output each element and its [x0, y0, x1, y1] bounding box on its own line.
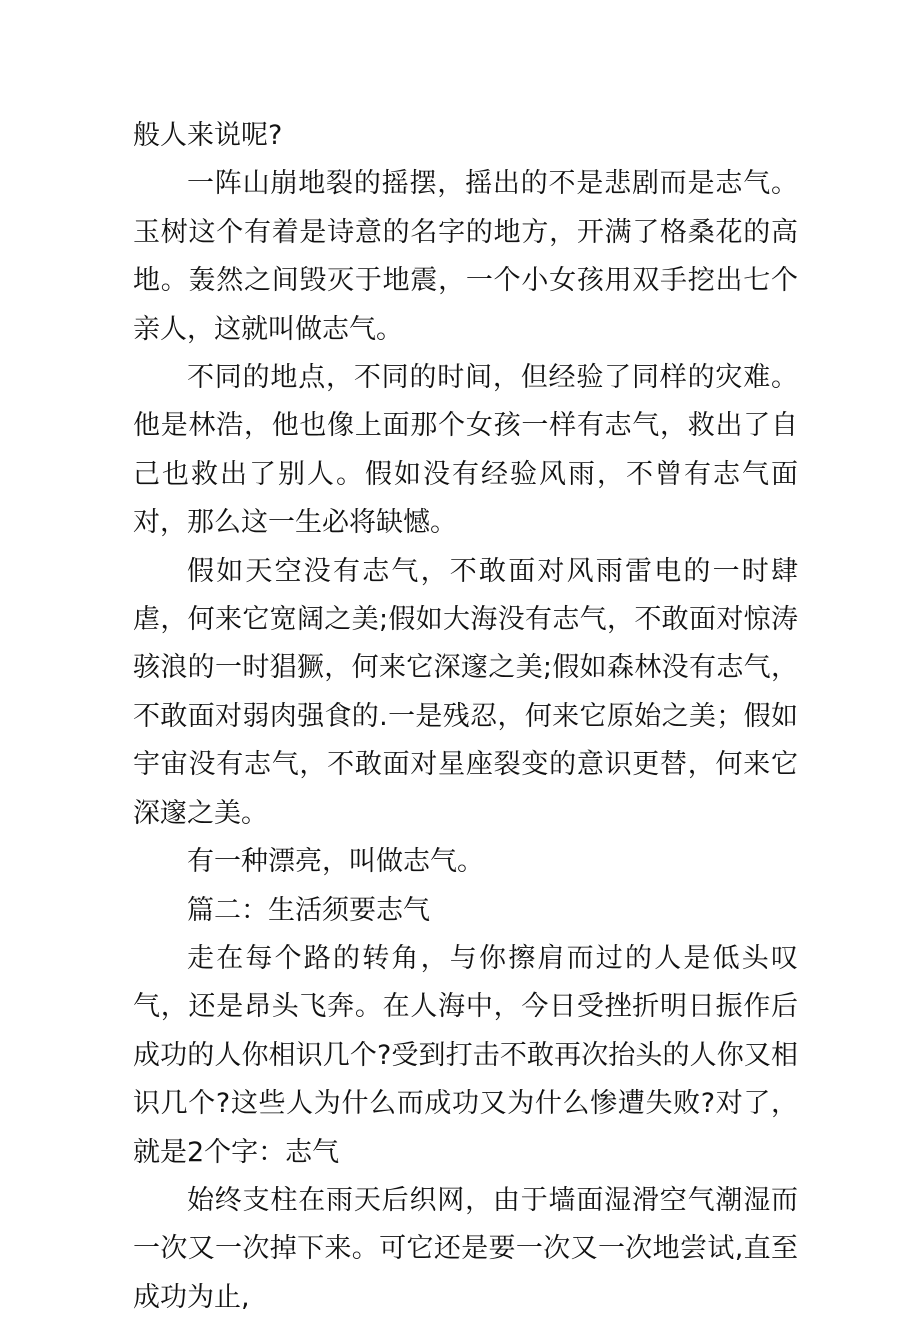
paragraph-2: 一阵山崩地裂的摇摆，摇出的不是悲剧而是志气。玉树这个有着是诗意的名字的地方，开满了格桑花的高地。轰然之间毁灭于地震，一个小女孩用双手挖出七个亲人，这就叫做志气。	[133, 168, 798, 345]
paragraph-7: 始终支柱在雨天后织网，由于墙面湿滑空气潮湿而一次又一次掉下来。可它还是要一次又一次地尝试,直至成功为止,	[133, 1184, 798, 1313]
section-heading: 篇二：生活须要志气	[187, 894, 430, 926]
document-body	[133, 112, 798, 1322]
paragraph-1: 般人来说呢?	[133, 120, 283, 151]
paragraph-3: 不同的地点，不同的时间，但经验了同样的灾难。他是林浩，他也像上面那个女孩一样有志气，救出了自己也救出了别人。假如没有经验风雨，不曾有志气面对，那么这一生必将缺憾。	[133, 362, 798, 539]
paragraph-5: 有一种漂亮，叫做志气。	[187, 846, 484, 878]
paragraph-6: 走在每个路的转角，与你擦肩而过的人是低头叹气，还是昂头飞奔。在人海中，今日受挫折明日振作后成功的人你相识几个?受到打击不敢再次抬头的人你又相识几个?这些人为什么而成功又为什么惨遭失败?对了，就是2个字：志气	[133, 942, 798, 1168]
paragraph-4: 假如天空没有志气，不敢面对风雨雷电的一时肆虐，何来它宽阔之美;假如大海没有志气，不敢面对惊涛骇浪的一时猖獗，何来它深邃之美;假如森林没有志气，不敢面对弱肉强食的.一是残忍，何来它原始之美；假如宇宙没有志气，不敢面对星座裂变的意识更替，何来它深邃之美。	[133, 555, 798, 829]
